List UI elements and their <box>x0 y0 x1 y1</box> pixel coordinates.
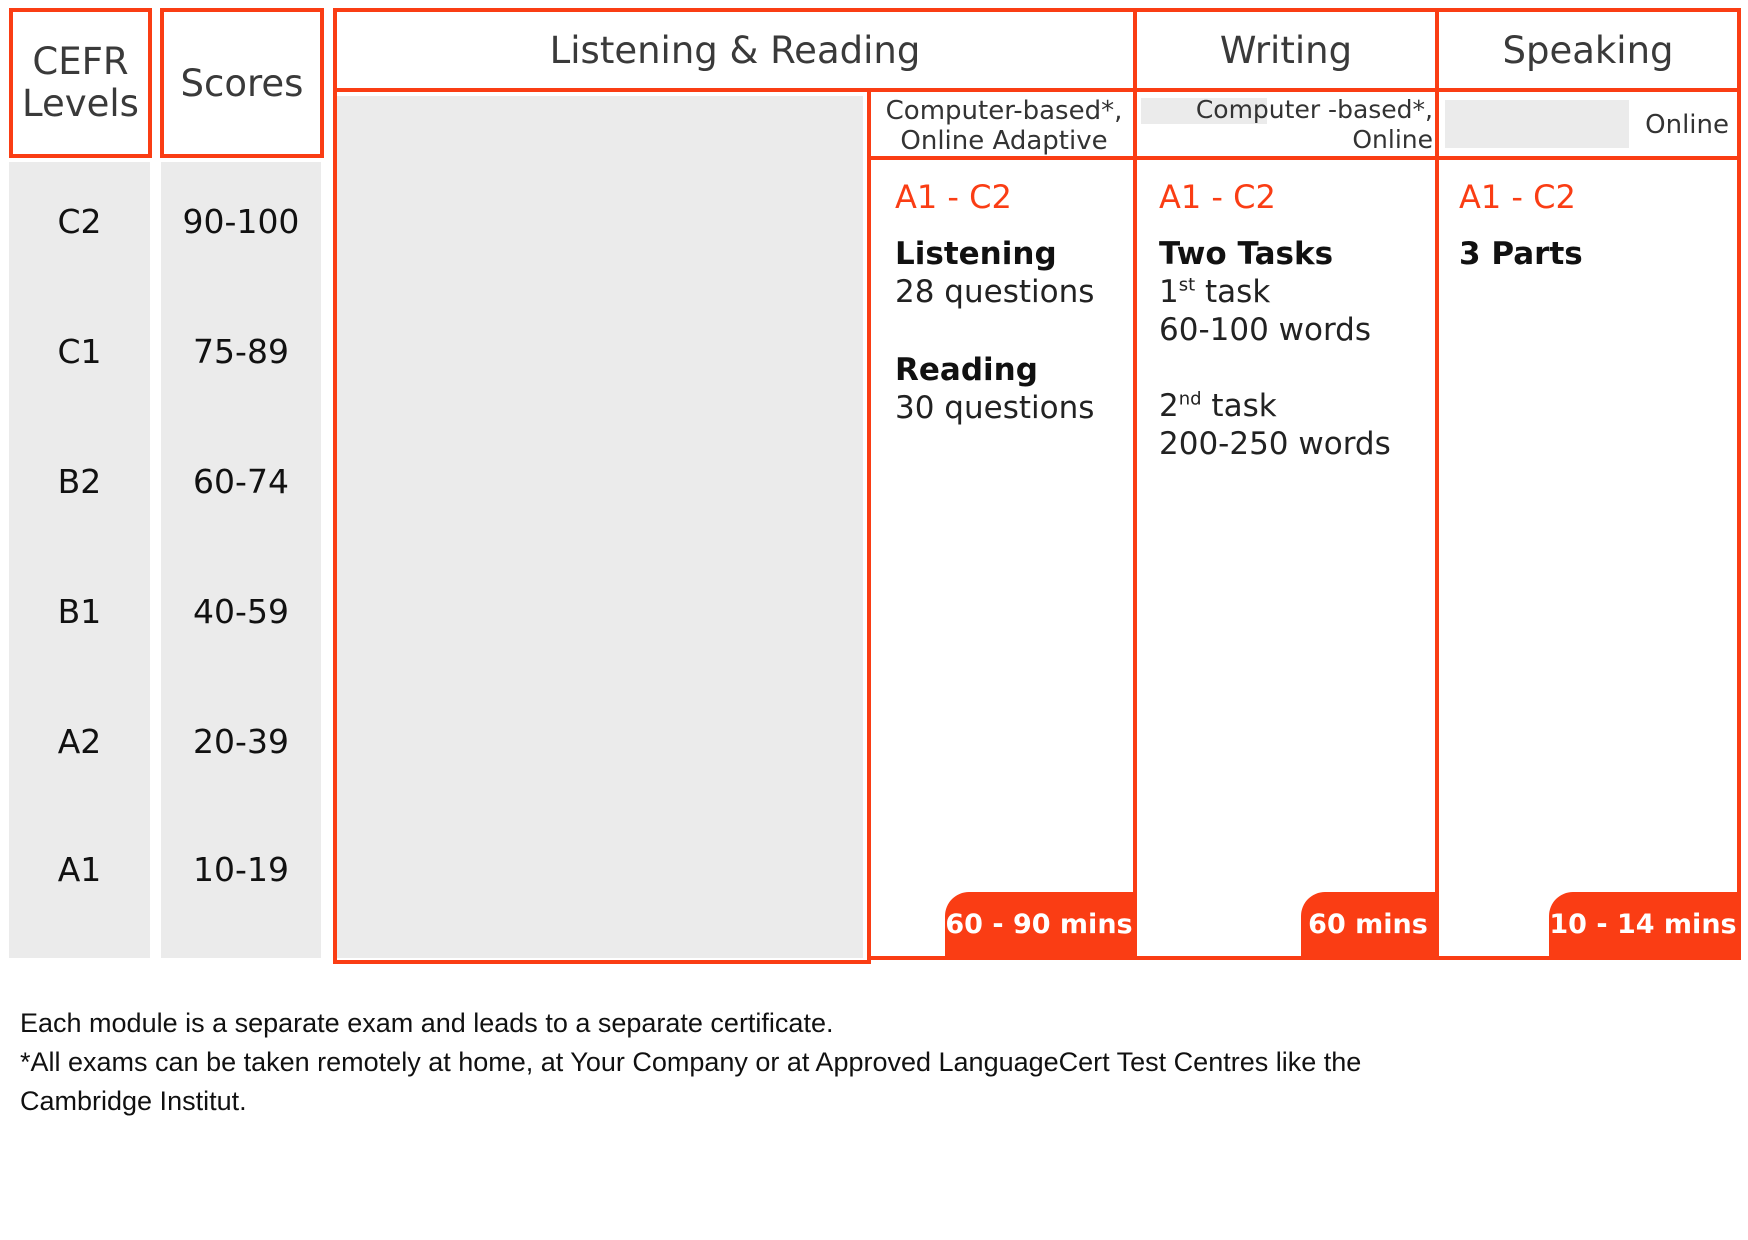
listening-reading-mode: Computer-based*, Online Adaptive <box>885 96 1123 156</box>
cefr-levels-header <box>9 8 152 158</box>
writing-mode-cell <box>1133 88 1439 160</box>
cefr-level-b2: B2 <box>57 462 102 501</box>
cefr-level-a1: A1 <box>57 850 102 889</box>
writing-task-2 <box>1159 388 1277 424</box>
score-b1: 40-59 <box>193 592 289 631</box>
speaking-mode: Online <box>1645 110 1729 140</box>
score-a2: 20-39 <box>193 722 289 761</box>
listening-reading-duration-badge <box>945 892 1133 956</box>
footnote-line-1: Each module is a separate exam and leads to a separate certificate. <box>20 1008 834 1038</box>
listening-reading-module <box>333 88 871 964</box>
score-a1: 10-19 <box>193 850 289 889</box>
writing-header-label: Writing <box>1219 28 1353 72</box>
scores-column <box>161 162 321 958</box>
writing-task-2-words: 200-250 words <box>1159 426 1391 462</box>
writing-levels: A1 - C2 <box>1159 178 1276 216</box>
scores-header-label: Scores <box>180 61 304 105</box>
reading-title: Reading <box>895 352 1038 388</box>
listening-questions: 28 questions <box>895 274 1095 310</box>
cefr-column <box>9 162 150 958</box>
writing-duration-badge <box>1301 892 1435 956</box>
cefr-level-c2: C2 <box>57 202 102 241</box>
listening-title: Listening <box>895 236 1057 272</box>
reading-questions: 30 questions <box>895 390 1095 426</box>
speaking-duration-badge <box>1549 892 1737 956</box>
writing-task-1-label: task <box>1195 274 1271 310</box>
listening-reading-mode-cell <box>867 88 1137 160</box>
cefr-level-a2: A2 <box>57 722 102 761</box>
speaking-title: 3 Parts <box>1459 236 1583 272</box>
writing-panel <box>1133 156 1439 960</box>
score-c2: 90-100 <box>182 202 300 241</box>
footnote-line-2: *All exams can be taken remotely at home, at Your Company or at Approved LanguageCert Test Centres like the <box>20 1047 1362 1077</box>
listening-reading-header-label: Listening & Reading <box>549 28 921 72</box>
footnote-line-3: Cambridge Institut. <box>20 1086 247 1116</box>
cefr-level-b1: B1 <box>57 592 102 631</box>
score-c1: 75-89 <box>193 332 289 371</box>
speaking-panel <box>1435 156 1741 960</box>
writing-task-2-number: 2 <box>1159 388 1179 424</box>
listening-reading-header <box>333 8 1137 92</box>
cefr-level-c1: C1 <box>57 332 102 371</box>
writing-task-2-label: task <box>1201 388 1277 424</box>
speaking-duration: 10 - 14 mins <box>1549 908 1737 940</box>
speaking-header <box>1435 8 1741 92</box>
speaking-mode-blank <box>1445 100 1629 148</box>
speaking-levels: A1 - C2 <box>1459 178 1576 216</box>
speaking-header-label: Speaking <box>1502 28 1674 72</box>
speaking-mode-cell <box>1435 88 1741 160</box>
listening-reading-duration: 60 - 90 mins <box>945 908 1133 940</box>
writing-task-1-number: 1 <box>1159 274 1179 310</box>
writing-task-1 <box>1159 274 1270 310</box>
writing-header <box>1133 8 1439 92</box>
writing-duration: 60 mins <box>1308 908 1428 940</box>
listening-reading-panel <box>867 156 1137 960</box>
cefr-levels-header-label: CEFR Levels <box>22 40 139 125</box>
writing-task-1-suffix: st <box>1178 274 1196 296</box>
score-b2: 60-74 <box>193 462 289 501</box>
writing-task-2-suffix: nd <box>1178 388 1202 410</box>
writing-task-1-words: 60-100 words <box>1159 312 1372 348</box>
writing-title: Two Tasks <box>1159 236 1334 272</box>
listening-reading-levels: A1 - C2 <box>895 178 1012 216</box>
writing-mode: Computer -based*, Online <box>1195 95 1433 154</box>
scores-header <box>160 8 324 158</box>
